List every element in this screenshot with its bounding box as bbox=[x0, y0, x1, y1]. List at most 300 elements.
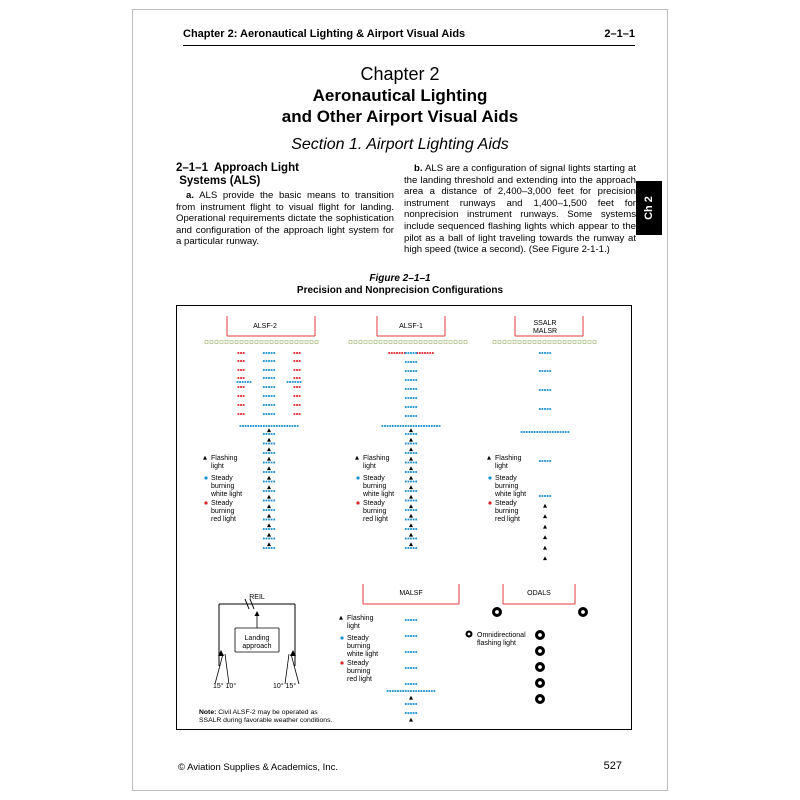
alsf1-centerline-bar bbox=[410, 415, 412, 417]
ssalr-centerline-bar bbox=[542, 408, 544, 410]
alsf2-red-side-row bbox=[299, 395, 301, 397]
alsf1-centerline-bar bbox=[415, 388, 417, 390]
alsf2-red-side-row bbox=[294, 413, 296, 415]
alsf2-red-side-row bbox=[296, 404, 298, 406]
alsf2-centerline-bar bbox=[268, 481, 270, 483]
alsf1-threshold-light bbox=[404, 341, 407, 344]
ssalr-threshold-light bbox=[528, 341, 531, 344]
malsf-centerline-bar bbox=[405, 667, 407, 669]
ssalr-threshold-light bbox=[518, 341, 521, 344]
alsf2-centerline-bar bbox=[266, 386, 268, 388]
alsf1-red-terminating-bar bbox=[432, 352, 434, 354]
alsf1-centerline-bar bbox=[410, 352, 412, 354]
malsf-centerline-bar bbox=[413, 712, 415, 714]
paragraph-a-text: ALS provide the basic means to transition from instrument flight to visual flight for landing. Operational requirements dictate the sophistication and configuration of the approach light system for a particular runway. bbox=[176, 190, 394, 248]
alsf1-centerline-bar bbox=[408, 490, 410, 492]
alsf1-flashing-light bbox=[409, 495, 413, 499]
alsf2-white-barrette bbox=[250, 381, 252, 383]
malsf-crossbar bbox=[392, 690, 394, 692]
malsf-crossbar bbox=[434, 690, 436, 692]
alsf2-red-side-row bbox=[240, 404, 242, 406]
alsf2-flashing-light bbox=[267, 466, 271, 470]
alsf2-centerline-bar bbox=[266, 360, 268, 362]
alsf1-crossbar bbox=[410, 425, 412, 427]
alsf2-centerline-bar bbox=[273, 433, 275, 435]
alsf2-centerline-bar bbox=[263, 360, 265, 362]
malsf-centerline-bar bbox=[408, 635, 410, 637]
alsf2-centerline-bar bbox=[263, 471, 265, 473]
malsf-centerline-bar bbox=[410, 683, 412, 685]
alsf1-flashing-light bbox=[409, 428, 413, 432]
alsf2-centerline-bar bbox=[271, 538, 273, 540]
alsf1-centerline-bar bbox=[415, 490, 417, 492]
alsf1-threshold-light bbox=[449, 341, 452, 344]
legend-red-1b: burning bbox=[211, 508, 235, 515]
malsf-centerline-bar bbox=[405, 712, 407, 714]
alsf2-flashing-light bbox=[267, 504, 271, 508]
alsf1-centerline-bar bbox=[410, 433, 412, 435]
ssalr-flashing-light bbox=[543, 525, 547, 529]
alsf2-threshold-light bbox=[265, 341, 268, 344]
alsf2-crossbar bbox=[255, 425, 257, 427]
alsf2-centerline-bar bbox=[268, 528, 270, 530]
alsf2-centerline-bar bbox=[263, 452, 265, 454]
reil-approach-label: approach bbox=[242, 643, 272, 650]
legend-flashing-symbol bbox=[339, 616, 343, 620]
alsf2-centerline-bar bbox=[263, 528, 265, 530]
alsf2-crossbar bbox=[245, 425, 247, 427]
alsf1-red-terminating-bar bbox=[427, 352, 429, 354]
ssalr-threshold-light bbox=[503, 341, 506, 344]
malsf-crossbar bbox=[410, 690, 412, 692]
legend-white-1b: burning bbox=[211, 483, 235, 490]
alsf1-threshold-light bbox=[364, 341, 367, 344]
figure-note-text1: Civil ALSF-2 may be operated as bbox=[218, 709, 318, 716]
alsf2-white-barrette bbox=[247, 381, 249, 383]
alsf1-threshold-light bbox=[354, 341, 357, 344]
paragraph-b-tag: b. bbox=[414, 163, 423, 174]
malsf-centerline-bar bbox=[410, 651, 412, 653]
odals-centerline-light bbox=[538, 681, 542, 685]
legend-red-symbol bbox=[340, 661, 343, 664]
figure-caption: Precision and Nonprecision Configurations bbox=[296, 285, 504, 296]
alsf1-crossbar bbox=[421, 425, 423, 427]
alsf2-white-barrette bbox=[289, 381, 291, 383]
malsf-crossbar bbox=[387, 690, 389, 692]
legend-red-3c: red light bbox=[495, 516, 520, 523]
ssalr-centerline-bar bbox=[544, 408, 546, 410]
alsf1-centerline-bar bbox=[405, 388, 407, 390]
alsf1-centerline-bar bbox=[408, 471, 410, 473]
alsf2-red-side-row bbox=[240, 413, 242, 415]
alsf2-crossbar bbox=[266, 425, 268, 427]
alsf1-threshold-light bbox=[434, 341, 437, 344]
paragraph-number: 2–1–1 bbox=[176, 162, 208, 174]
alsf2-red-side-row bbox=[294, 369, 296, 371]
ssalr-crossbar bbox=[552, 431, 554, 433]
alsf1-flashing-light bbox=[409, 476, 413, 480]
alsf2-centerline-bar bbox=[263, 386, 265, 388]
alsf1-red-terminating-bar bbox=[401, 352, 403, 354]
malsf-centerline-bar bbox=[410, 712, 412, 714]
alsf1-threshold-light bbox=[389, 341, 392, 344]
malsf-centerline-bar bbox=[413, 667, 415, 669]
reil-right-angles: 10° 15° bbox=[273, 683, 297, 690]
alsf1-flashing-light bbox=[409, 457, 413, 461]
alsf2-flashing-light bbox=[267, 447, 271, 451]
alsf1-centerline-bar bbox=[405, 481, 407, 483]
alsf1-centerline-bar bbox=[415, 443, 417, 445]
malsf-centerline-bar bbox=[408, 619, 410, 621]
alsf1-centerline-bar bbox=[410, 490, 412, 492]
alsf2-red-side-row bbox=[238, 369, 240, 371]
alsf1-centerline-bar bbox=[408, 481, 410, 483]
approach-lighting-diagram bbox=[177, 306, 633, 731]
alsf1-red-terminating-bar bbox=[429, 352, 431, 354]
alsf2-threshold-light bbox=[275, 341, 278, 344]
alsf1-centerline-bar bbox=[410, 361, 412, 363]
odals-centerline-light bbox=[538, 697, 542, 701]
alsf2-red-side-row bbox=[243, 413, 245, 415]
header-chapter-title: Chapter 2: Aeronautical Lighting & Airport Visual Aids bbox=[183, 28, 466, 40]
alsf2-white-barrette bbox=[297, 381, 299, 383]
ssalr-crossbar bbox=[542, 431, 544, 433]
alsf1-centerline-bar bbox=[405, 361, 407, 363]
alsf1-centerline-bar bbox=[413, 490, 415, 492]
alsf1-centerline-bar bbox=[413, 462, 415, 464]
alsf1-crossbar bbox=[434, 425, 436, 427]
malsf-crossbar bbox=[389, 690, 391, 692]
alsf2-centerline-bar bbox=[263, 443, 265, 445]
alsf2-centerline-bar bbox=[271, 547, 273, 549]
alsf1-centerline-bar bbox=[405, 519, 407, 521]
alsf2-centerline-bar bbox=[273, 538, 275, 540]
alsf2-centerline-bar bbox=[273, 471, 275, 473]
alsf1-centerline-bar bbox=[410, 471, 412, 473]
alsf2-centerline-bar bbox=[271, 443, 273, 445]
alsf2-centerline-bar bbox=[273, 413, 275, 415]
alsf2-centerline-bar bbox=[263, 377, 265, 379]
alsf2-crossbar bbox=[268, 425, 270, 427]
malsf-centerline-bar bbox=[408, 683, 410, 685]
ssalr-centerline-bar bbox=[547, 370, 549, 372]
alsf2-white-barrette bbox=[244, 381, 246, 383]
malsf-crossbar bbox=[418, 690, 420, 692]
alsf2-threshold-light bbox=[245, 341, 248, 344]
alsf1-crossbar bbox=[382, 425, 384, 427]
alsf2-red-side-row bbox=[296, 377, 298, 379]
alsf2-crossbar bbox=[247, 425, 249, 427]
ssalr-centerline-bar bbox=[544, 352, 546, 354]
alsf2-crossbar bbox=[260, 425, 262, 427]
malsf-crossbar bbox=[426, 690, 428, 692]
alsf1-centerline-bar bbox=[410, 538, 412, 540]
alsf1-red-terminating-bar bbox=[399, 352, 401, 354]
malsf-centerline-bar bbox=[413, 683, 415, 685]
reil-right-beam bbox=[285, 654, 289, 684]
ssalr-crossbar bbox=[568, 431, 570, 433]
alsf2-red-side-row bbox=[299, 360, 301, 362]
alsf1-crossbar bbox=[402, 425, 404, 427]
ssalr-crossbar bbox=[555, 431, 557, 433]
alsf2-centerline-bar bbox=[271, 404, 273, 406]
malsf-centerline-bar bbox=[408, 667, 410, 669]
alsf1-threshold-light bbox=[459, 341, 462, 344]
malsf-centerline-bar bbox=[410, 619, 412, 621]
ssalr-threshold-light bbox=[593, 341, 596, 344]
alsf2-red-side-row bbox=[243, 369, 245, 371]
alsf1-centerline-bar bbox=[415, 370, 417, 372]
alsf1-crossbar bbox=[392, 425, 394, 427]
legend-flashing-2b: light bbox=[363, 463, 376, 470]
alsf2-centerline-bar bbox=[273, 377, 275, 379]
alsf2-centerline-bar bbox=[266, 443, 268, 445]
alsf1-threshold-light bbox=[384, 341, 387, 344]
alsf1-crossbar bbox=[389, 425, 391, 427]
ssalr-centerline-bar bbox=[539, 352, 541, 354]
alsf1-centerline-bar bbox=[408, 433, 410, 435]
alsf1-flashing-light bbox=[409, 438, 413, 442]
odals-side-light bbox=[495, 610, 499, 614]
alsf1-centerline-bar bbox=[413, 547, 415, 549]
alsf2-centerline-bar bbox=[273, 509, 275, 511]
alsf2-centerline-bar bbox=[263, 369, 265, 371]
alsf1-centerline-bar bbox=[415, 471, 417, 473]
reil-left-beam bbox=[225, 654, 229, 684]
ssalr-centerline-bar bbox=[549, 352, 551, 354]
ssalr-centerline-bar bbox=[549, 408, 551, 410]
legend-white-symbol bbox=[204, 476, 207, 479]
alsf2-centerline-bar bbox=[273, 443, 275, 445]
ssalr-centerline-bar bbox=[547, 495, 549, 497]
legend-flashing-symbol bbox=[203, 456, 207, 460]
alsf2-crossbar bbox=[263, 425, 265, 427]
alsf2-centerline-bar bbox=[268, 471, 270, 473]
alsf2-red-side-row bbox=[296, 413, 298, 415]
alsf1-centerline-bar bbox=[415, 397, 417, 399]
alsf2-red-side-row bbox=[240, 360, 242, 362]
paragraph-heading-line2: Systems (ALS) bbox=[179, 175, 261, 187]
label-malsr: MALSR bbox=[532, 328, 558, 335]
ssalr-threshold-light bbox=[558, 341, 561, 344]
alsf1-centerline-bar bbox=[410, 443, 412, 445]
legend-red-symbol bbox=[204, 501, 207, 504]
ssalr-crossbar bbox=[547, 431, 549, 433]
ssalr-crossbar bbox=[557, 431, 559, 433]
alsf2-red-side-row bbox=[294, 386, 296, 388]
ssalr-crossbar bbox=[526, 431, 528, 433]
alsf1-centerline-bar bbox=[405, 547, 407, 549]
legend-white-2b: burning bbox=[363, 483, 387, 490]
legend-flashing-1a: Flashing bbox=[211, 455, 238, 462]
alsf2-centerline-bar bbox=[266, 528, 268, 530]
figure-note-line2: SSALR during favorable weather conditions. bbox=[199, 717, 333, 724]
legend-red-2c: red light bbox=[363, 516, 388, 523]
alsf2-centerline-bar bbox=[263, 352, 265, 354]
alsf2-centerline-bar bbox=[273, 452, 275, 454]
alsf2-white-barrette bbox=[292, 381, 294, 383]
legend-red-2a: Steady bbox=[363, 500, 385, 507]
alsf2-threshold-light bbox=[310, 341, 313, 344]
alsf1-centerline-bar bbox=[408, 443, 410, 445]
malsf-crossbar bbox=[431, 690, 433, 692]
alsf1-flashing-light bbox=[409, 533, 413, 537]
alsf1-red-terminating-bar bbox=[394, 352, 396, 354]
alsf1-centerline-bar bbox=[413, 361, 415, 363]
alsf2-centerline-bar bbox=[266, 433, 268, 435]
alsf2-centerline-bar bbox=[273, 395, 275, 397]
alsf1-centerline-bar bbox=[405, 397, 407, 399]
ssalr-crossbar bbox=[544, 431, 546, 433]
ssalr-centerline-bar bbox=[544, 389, 546, 391]
alsf1-centerline-bar bbox=[410, 509, 412, 511]
alsf2-centerline-bar bbox=[271, 462, 273, 464]
alsf2-centerline-bar bbox=[263, 481, 265, 483]
alsf1-threshold-light bbox=[429, 341, 432, 344]
alsf2-red-side-row bbox=[296, 395, 298, 397]
alsf1-threshold-light bbox=[444, 341, 447, 344]
alsf2-red-side-row bbox=[243, 386, 245, 388]
legend-flashing-symbol bbox=[355, 456, 359, 460]
legend-flashing-4a: Flashing bbox=[347, 615, 374, 622]
ssalr-flashing-light bbox=[543, 504, 547, 508]
ssalr-centerline-bar bbox=[542, 495, 544, 497]
alsf2-red-side-row bbox=[296, 360, 298, 362]
odals-centerline-light bbox=[538, 633, 542, 637]
alsf2-centerline-bar bbox=[268, 443, 270, 445]
ssalr-centerline-bar bbox=[549, 389, 551, 391]
ssalr-threshold-light bbox=[543, 341, 546, 344]
malsf-centerline-bar bbox=[408, 712, 410, 714]
alsf1-centerline-bar bbox=[415, 361, 417, 363]
paragraph-a bbox=[176, 190, 394, 248]
alsf2-threshold-light bbox=[250, 341, 253, 344]
alsf1-centerline-bar bbox=[405, 370, 407, 372]
alsf1-flashing-light bbox=[409, 523, 413, 527]
alsf2-centerline-bar bbox=[273, 481, 275, 483]
ssalr-centerline-bar bbox=[549, 495, 551, 497]
alsf1-centerline-bar bbox=[413, 519, 415, 521]
alsf1-crossbar bbox=[418, 425, 420, 427]
ssalr-centerline-bar bbox=[549, 460, 551, 462]
alsf2-red-side-row bbox=[240, 369, 242, 371]
ssalr-centerline-bar bbox=[549, 370, 551, 372]
malsf-centerline-bar bbox=[410, 667, 412, 669]
alsf1-centerline-bar bbox=[415, 519, 417, 521]
ssalr-centerline-bar bbox=[539, 389, 541, 391]
alsf2-centerline-bar bbox=[268, 490, 270, 492]
alsf2-centerline-bar bbox=[271, 452, 273, 454]
alsf1-centerline-bar bbox=[410, 379, 412, 381]
alsf2-red-side-row bbox=[294, 360, 296, 362]
legend-flashing-3b: light bbox=[495, 463, 508, 470]
ssalr-flashing-light bbox=[543, 556, 547, 560]
alsf2-crossbar bbox=[294, 425, 296, 427]
alsf1-centerline-bar bbox=[413, 500, 415, 502]
legend-white-symbol bbox=[488, 476, 491, 479]
alsf2-centerline-bar bbox=[266, 395, 268, 397]
alsf1-centerline-bar bbox=[413, 415, 415, 417]
paragraph-b bbox=[404, 163, 636, 256]
reil-center-arrowhead bbox=[255, 611, 260, 616]
ssalr-threshold-light bbox=[553, 341, 556, 344]
alsf1-centerline-bar bbox=[413, 433, 415, 435]
ssalr-flashing-light bbox=[543, 546, 547, 550]
ssalr-threshold-light bbox=[523, 341, 526, 344]
runway-outlines bbox=[215, 316, 583, 684]
malsf-crossbar bbox=[400, 690, 402, 692]
alsf1-red-terminating-bar bbox=[396, 352, 398, 354]
alsf1-crossbar bbox=[426, 425, 428, 427]
malsf-centerline-bar bbox=[415, 712, 417, 714]
alsf1-crossbar bbox=[428, 425, 430, 427]
ssalr-threshold-light bbox=[493, 341, 496, 344]
ssalr-centerline-bar bbox=[542, 460, 544, 462]
alsf1-crossbar bbox=[423, 425, 425, 427]
ssalr-threshold-light bbox=[513, 341, 516, 344]
alsf2-threshold-light bbox=[225, 341, 228, 344]
odals-centerline-light bbox=[538, 649, 542, 653]
alsf2-centerline-bar bbox=[271, 386, 273, 388]
alsf1-threshold-light bbox=[414, 341, 417, 344]
alsf2-red-side-row bbox=[238, 395, 240, 397]
alsf1-centerline-bar bbox=[405, 406, 407, 408]
alsf1-centerline-bar bbox=[413, 352, 415, 354]
alsf2-centerline-bar bbox=[273, 404, 275, 406]
alsf2-crossbar bbox=[281, 425, 283, 427]
alsf1-centerline-bar bbox=[410, 528, 412, 530]
legend-flashing-1b: light bbox=[211, 463, 224, 470]
legend-white-4a: Steady bbox=[347, 635, 369, 642]
alsf2-threshold-light bbox=[315, 341, 318, 344]
alsf2-centerline-bar bbox=[273, 462, 275, 464]
alsf1-centerline-bar bbox=[413, 443, 415, 445]
figure-note-label: Note: bbox=[199, 709, 217, 716]
alsf1-centerline-bar bbox=[405, 528, 407, 530]
alsf1-centerline-bar bbox=[405, 538, 407, 540]
legend-red-3b: burning bbox=[495, 508, 519, 515]
alsf2-crossbar bbox=[292, 425, 294, 427]
alsf2-centerline-bar bbox=[273, 369, 275, 371]
alsf2-threshold-light bbox=[285, 341, 288, 344]
label-reil: REIL bbox=[249, 594, 265, 601]
alsf2-centerline-bar bbox=[273, 519, 275, 521]
malsf-crossbar bbox=[413, 690, 415, 692]
alsf2-threshold-light bbox=[305, 341, 308, 344]
malsf-crossbar bbox=[395, 690, 397, 692]
alsf2-centerline-bar bbox=[271, 500, 273, 502]
alsf2-centerline-bar bbox=[271, 490, 273, 492]
ssalr-centerline-bar bbox=[544, 495, 546, 497]
ssalr-centerline-bar bbox=[539, 495, 541, 497]
alsf1-centerline-bar bbox=[405, 500, 407, 502]
ssalr-threshold-light bbox=[573, 341, 576, 344]
legend-flashing-3a: Flashing bbox=[495, 455, 522, 462]
alsf2-flashing-light bbox=[267, 514, 271, 518]
chapter-side-tab-label: Ch 2 bbox=[643, 196, 655, 220]
alsf2-centerline-bar bbox=[266, 369, 268, 371]
malsf-centerline-bar bbox=[405, 703, 407, 705]
alsf1-crossbar bbox=[405, 425, 407, 427]
alsf1-centerline-bar bbox=[408, 352, 410, 354]
alsf1-centerline-bar bbox=[410, 462, 412, 464]
alsf2-centerline-bar bbox=[268, 433, 270, 435]
malsf-crossbar bbox=[405, 690, 407, 692]
alsf2-crossbar bbox=[253, 425, 255, 427]
alsf2-red-side-row bbox=[296, 369, 298, 371]
alsf2-flashing-light bbox=[267, 438, 271, 442]
alsf2-red-side-row bbox=[296, 352, 298, 354]
